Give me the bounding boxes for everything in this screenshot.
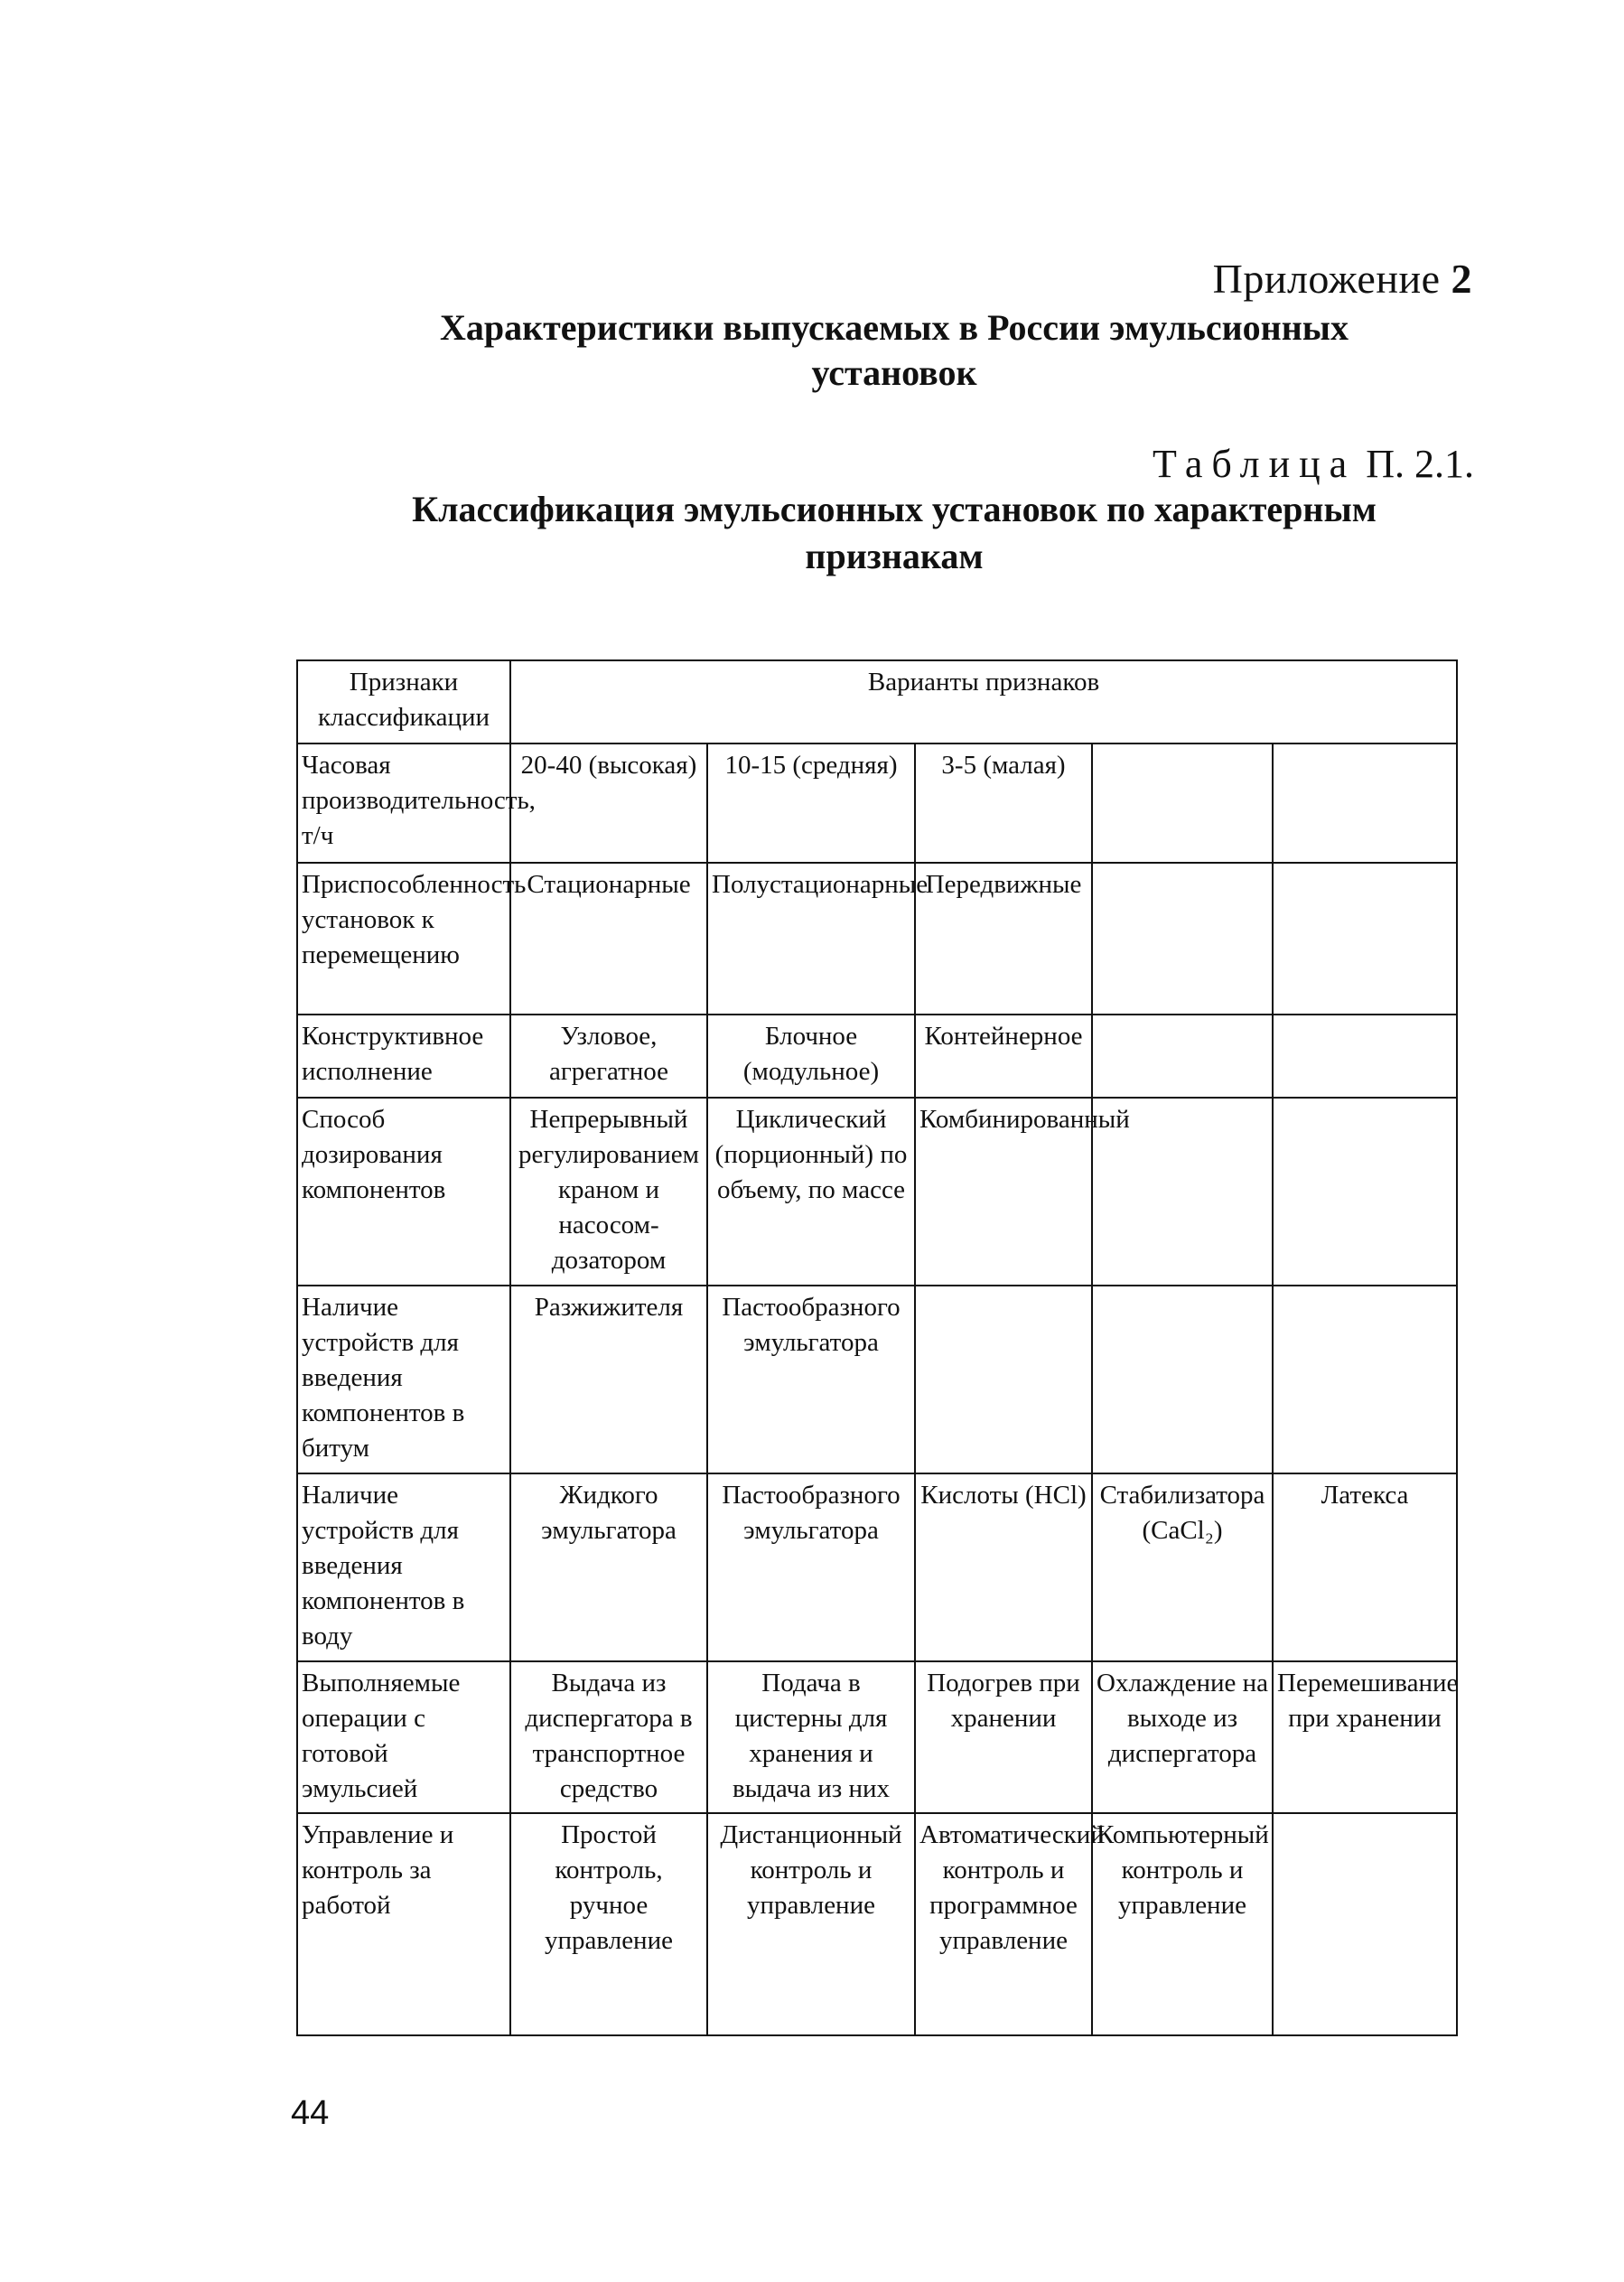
- table-label: [0, 441, 1474, 487]
- page-number: 44: [291, 2094, 330, 2132]
- table-label-number: П. 2.1.: [1366, 442, 1474, 486]
- row-value-cell: Циклический (порционный) по объему, по массе: [707, 1098, 915, 1286]
- appendix-label-prefix: Приложение: [1212, 256, 1441, 302]
- row-value-cell: 3-5 (малая): [915, 744, 1092, 863]
- table-row: [297, 1661, 1457, 1813]
- table-title-line2: признакам: [805, 536, 984, 576]
- row-feature-cell: Управление и контроль за работой: [297, 1813, 510, 2035]
- table-row: [297, 1098, 1457, 1286]
- row-feature-cell: Наличие устройств для введения компонентов в воду: [297, 1473, 510, 1661]
- row-value-cell: 10-15 (средняя): [707, 744, 915, 863]
- row-feature-cell: Часовая производительность, т/ч: [297, 744, 510, 863]
- table-row: [297, 1015, 1457, 1098]
- row-value-cell: Подача в цистерны для хранения и выдача из них: [707, 1661, 915, 1813]
- appendix-title-line1: Характеристики выпускаемых в России эмульсионных: [439, 307, 1349, 348]
- classification-table: [296, 659, 1458, 2036]
- row-value-cell: Кислоты (HCl): [915, 1473, 1092, 1661]
- row-value-cell: Латекса: [1273, 1473, 1457, 1661]
- row-value-cell: Охлаждение на выходе из диспергатора: [1092, 1661, 1273, 1813]
- table-row: [297, 1813, 1457, 2035]
- table-title-line1: Классификация эмульсионных установок по характерным: [412, 489, 1377, 529]
- row-value-cell: Разжижителя: [510, 1286, 707, 1473]
- row-value-cell: [1092, 1015, 1273, 1098]
- appendix-label-number: 2: [1451, 256, 1472, 302]
- table-title: [325, 486, 1463, 580]
- table-header-row: [297, 660, 1457, 744]
- appendix-title-line2: установок: [811, 352, 977, 393]
- row-value-cell: Компьютерный контроль и управление: [1092, 1813, 1273, 2035]
- row-feature-cell: Способ дозирования компонентов: [297, 1098, 510, 1286]
- table-row: [297, 863, 1457, 1015]
- row-value-cell: Простой контроль, ручное управление: [510, 1813, 707, 2035]
- row-value-cell: [1273, 1813, 1457, 2035]
- row-value-cell: Передвижные: [915, 863, 1092, 1015]
- row-value-cell: Стабилизатора (CaCl₂): [1092, 1473, 1273, 1661]
- row-value-cell: [915, 1286, 1092, 1473]
- row-value-cell: [1092, 1286, 1273, 1473]
- row-value-cell: [1273, 1015, 1457, 1098]
- row-value-cell: [1273, 1286, 1457, 1473]
- row-value-cell: Полустационарные: [707, 863, 915, 1015]
- row-value-cell: Автоматический контроль и программное управление: [915, 1813, 1092, 2035]
- header-variants-cell: Варианты признаков: [510, 660, 1457, 744]
- row-value-cell: Контейнерное: [915, 1015, 1092, 1098]
- row-value-cell: Перемешивание при хранении: [1273, 1661, 1457, 1813]
- row-value-cell: [1092, 863, 1273, 1015]
- row-value-cell: Узловое, агрегатное: [510, 1015, 707, 1098]
- row-value-cell: Подогрев при хранении: [915, 1661, 1092, 1813]
- row-feature-cell: Приспособленность установок к перемещению: [297, 863, 510, 1015]
- table-row: [297, 744, 1457, 863]
- header-feature-cell: Признаки классификации: [297, 660, 510, 744]
- row-value-cell: Пастообразного эмульгатора: [707, 1286, 915, 1473]
- row-feature-cell: Выполняемые операции с готовой эмульсией: [297, 1661, 510, 1813]
- table-row: [297, 1473, 1457, 1661]
- row-value-cell: [1092, 744, 1273, 863]
- row-value-cell: Комбинированный: [915, 1098, 1092, 1286]
- table-label-word: Таблица: [1153, 442, 1357, 486]
- row-value-cell: [1273, 863, 1457, 1015]
- row-value-cell: 20-40 (высокая): [510, 744, 707, 863]
- row-value-cell: Жидкого эмульгатора: [510, 1473, 707, 1661]
- row-value-cell: Стационарные: [510, 863, 707, 1015]
- row-value-cell: Выдача из диспергатора в транспортное средство: [510, 1661, 707, 1813]
- appendix-label: [0, 255, 1472, 303]
- appendix-title: [343, 305, 1445, 396]
- row-value-cell: Дистанционный контроль и управление: [707, 1813, 915, 2035]
- row-value-cell: [1273, 744, 1457, 863]
- row-value-cell: [1273, 1098, 1457, 1286]
- row-value-cell: Блочное (модульное): [707, 1015, 915, 1098]
- row-feature-cell: Конструктивное исполнение: [297, 1015, 510, 1098]
- row-feature-cell: Наличие устройств для введения компонентов в битум: [297, 1286, 510, 1473]
- row-value-cell: Пастообразного эмульгатора: [707, 1473, 915, 1661]
- table-row: [297, 1286, 1457, 1473]
- row-value-cell: Непрерывный регулированием краном и насосом-дозатором: [510, 1098, 707, 1286]
